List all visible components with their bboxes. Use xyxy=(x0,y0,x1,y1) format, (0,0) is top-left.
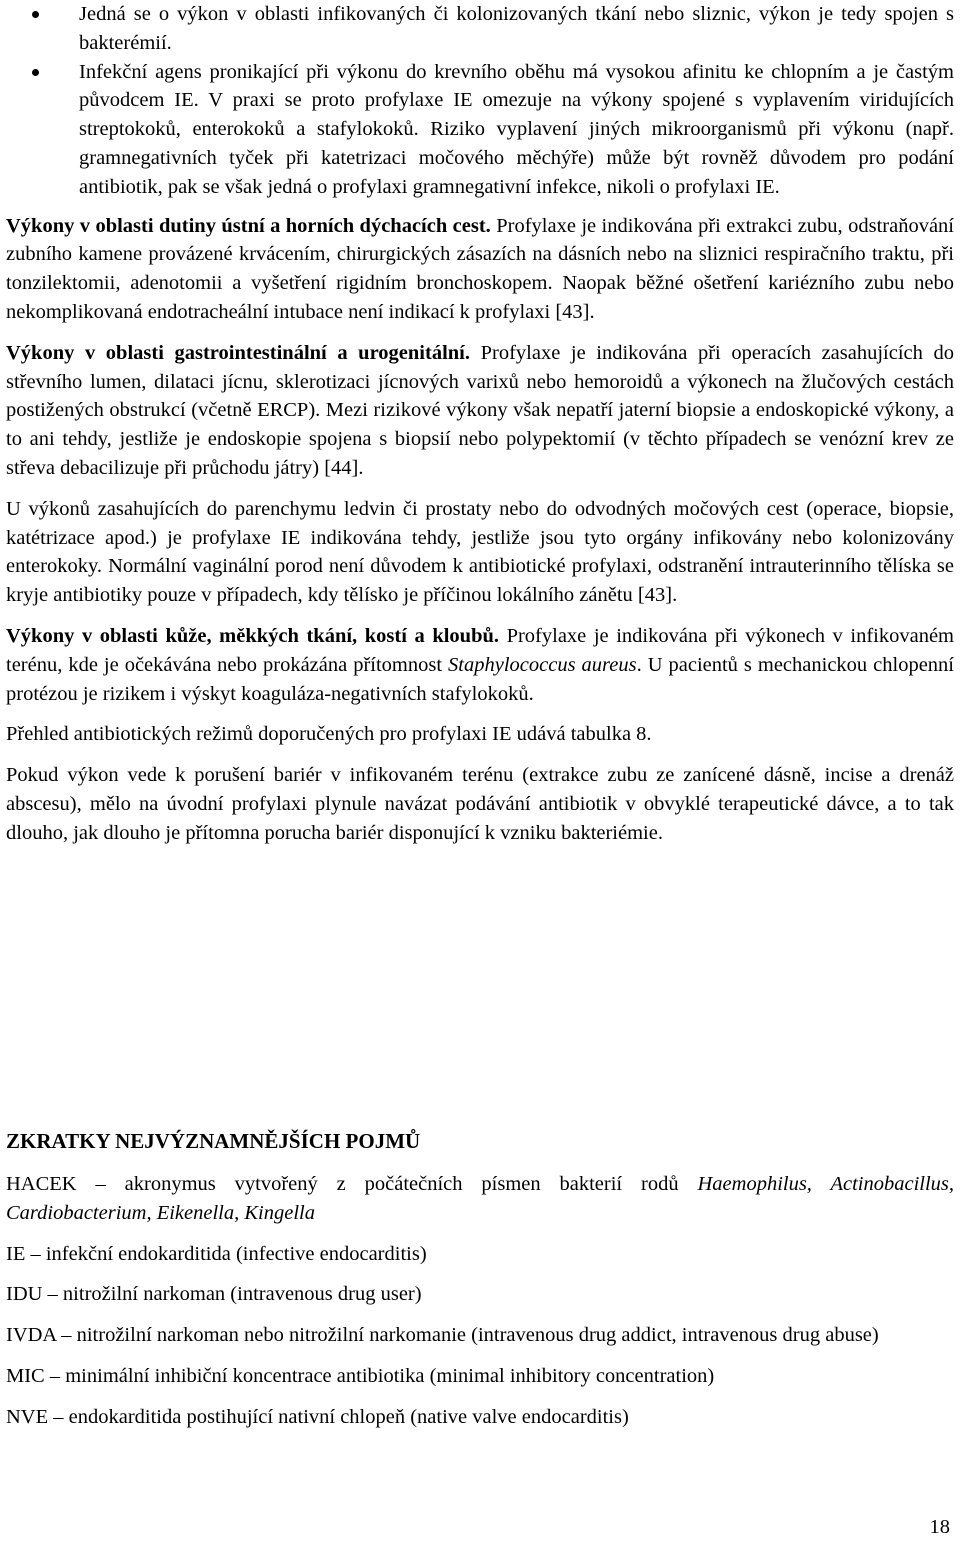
abbreviation-item: IE – infekční endokarditida (infective endocarditis) xyxy=(6,1242,427,1265)
paragraph-text: Profylaxe je indikována při extrakci zubu, odstraňování zubního kamene provázené krvácením, chirurgických zásazích na dásních nebo na sliznici respiračního traktu, při tonzilektomii, adenotomii a vyšetření rigidním bronchoskopem. Naopak běžné ošetření kariézního zubu nebo nekomplikovaná endotracheální intubace není indikací k profylaxi [43]. xyxy=(6,214,954,323)
organism-name: Staphylococcus aureus xyxy=(448,653,637,676)
bullet-text: Jedná se o výkon v oblasti infikovaných či kolonizovaných tkání nebo sliznic, výkon je tedy spojen s bakterémií. xyxy=(79,3,954,54)
bullet-text: Infekční agens pronikající při výkonu do krevního oběhu má vysokou afinitu ke chlopním a je častým původcem IE. V praxi se proto profylaxe IE omezuje na výkony spojené s vyplavením viridujících streptokoků, enterokoků a stafylokoků. Riziko vyplavení jiných mikroorganismů při výkonu (např. gramnegativních tyček při katetrizaci močového měchýře) může být rovněž důvodem pro podání antibiotik, pak se však jedná o profylaxi gramnegativní infekce, nikoli o profylaxi IE. xyxy=(79,60,954,198)
abbreviation-item: IDU – nitrožilní narkoman (intravenous drug user) xyxy=(6,1283,422,1306)
bullet-item xyxy=(6,58,954,202)
paragraph-uro xyxy=(6,495,954,610)
bullet-list xyxy=(6,0,954,202)
paragraph-text: Přehled antibiotických režimů doporučených pro profylaxi IE udává tabulka 8. xyxy=(6,723,652,746)
paragraph-table-ref xyxy=(6,720,954,749)
paragraph-oral xyxy=(6,212,954,327)
abbreviations-heading: ZKRATKY NEJVÝZNAMNĚJŠÍCH POJMŮ xyxy=(6,1129,421,1153)
bullet-item xyxy=(6,0,954,58)
paragraph-skin xyxy=(6,622,954,708)
paragraph-barrier xyxy=(6,761,954,847)
paragraph-text: Pokud výkon vede k porušení bariér v infikovaném terénu (extrakce zubu ze zanícené dásně, incise a drenáž abscesu), mělo na úvodní profylaxi plynule navázat podávání antibiotik v obvyklé terapeutické dávce, a to tak dlouho, jak dlouho je přítomna porucha bariér disponující k vzniku bakteriémie. xyxy=(6,764,954,844)
document-page xyxy=(6,0,955,1538)
paragraph-heading: Výkony v oblasti dutiny ústní a horních dýchacích cest. xyxy=(6,214,491,237)
paragraph-text: . U pacientů s mechanickou chlopenní protézou je rizikem i výskyt koaguláza-negativních stafylokoků. xyxy=(6,653,954,705)
bullet-dot-icon xyxy=(32,11,39,18)
genera-names: Haemophilus, Actinobacillus, Cardiobacterium, Eikenella, Kingella xyxy=(6,1173,955,1224)
abbreviation-item xyxy=(6,1170,954,1228)
paragraph-text: Profylaxe je indikována při operacích zasahujících do střevního lumen, dilataci jícnu, sklerotizaci jícnových varixů nebo hemoroidů a výkonech na žlučových cestách postižených obstrukcí (včetně ERCP). Mezi rizikové výkony však nepatří jaterní biopsie a endoskopické výkony, a to ani tehdy, jestliže je endoskopie spojena s biopsií nebo polypektomií (v těchto případech se venózní krev ze střeva debacilizuje při průchodu játry) [44]. xyxy=(6,341,954,479)
paragraph-heading: Výkony v oblasti kůže, měkkých tkání, kostí a kloubů. xyxy=(6,624,499,647)
page-number: 18 xyxy=(929,1516,950,1538)
abbreviations-list xyxy=(6,1170,954,1432)
bullet-dot-icon xyxy=(32,69,39,76)
paragraph-heading: Výkony v oblasti gastrointestinální a urogenitální. xyxy=(6,341,470,364)
abbreviation-item: MIC – minimální inhibiční koncentrace antibiotika (minimal inhibitory concentration) xyxy=(6,1364,715,1387)
paragraph-text: Profylaxe je indikována při výkonech v infikovaném terénu, kde je očekávána nebo prokázána přítomnost xyxy=(6,624,954,676)
abbreviation-text: HACEK – akronymus vytvořený z počátečních písmen bakterií rodů xyxy=(6,1173,698,1195)
abbreviation-item: NVE – endokarditida postihující nativní chlopeň (native valve endocarditis) xyxy=(6,1405,629,1428)
abbreviation-item: IVDA – nitrožilní narkoman nebo nitrožilní narkomanie (intravenous drug addict, intravenous drug abuse) xyxy=(6,1324,879,1347)
paragraph-text: U výkonů zasahujících do parenchymu ledvin či prostaty nebo do odvodných močových cest (operace, biopsie, katétrizace apod.) je profylaxe IE indikována tehdy, jestliže jsou tyto orgány infikovány nebo kolonizovány enterokoky. Normální vaginální porod není důvodem k antibiotické profylaxi, odstranění intrauterinního tělíska se kryje antibiotiky pouze v případech, kdy tělísko je příčinou lokálního zánětu [43]. xyxy=(6,497,954,607)
paragraph-gi xyxy=(6,339,954,483)
